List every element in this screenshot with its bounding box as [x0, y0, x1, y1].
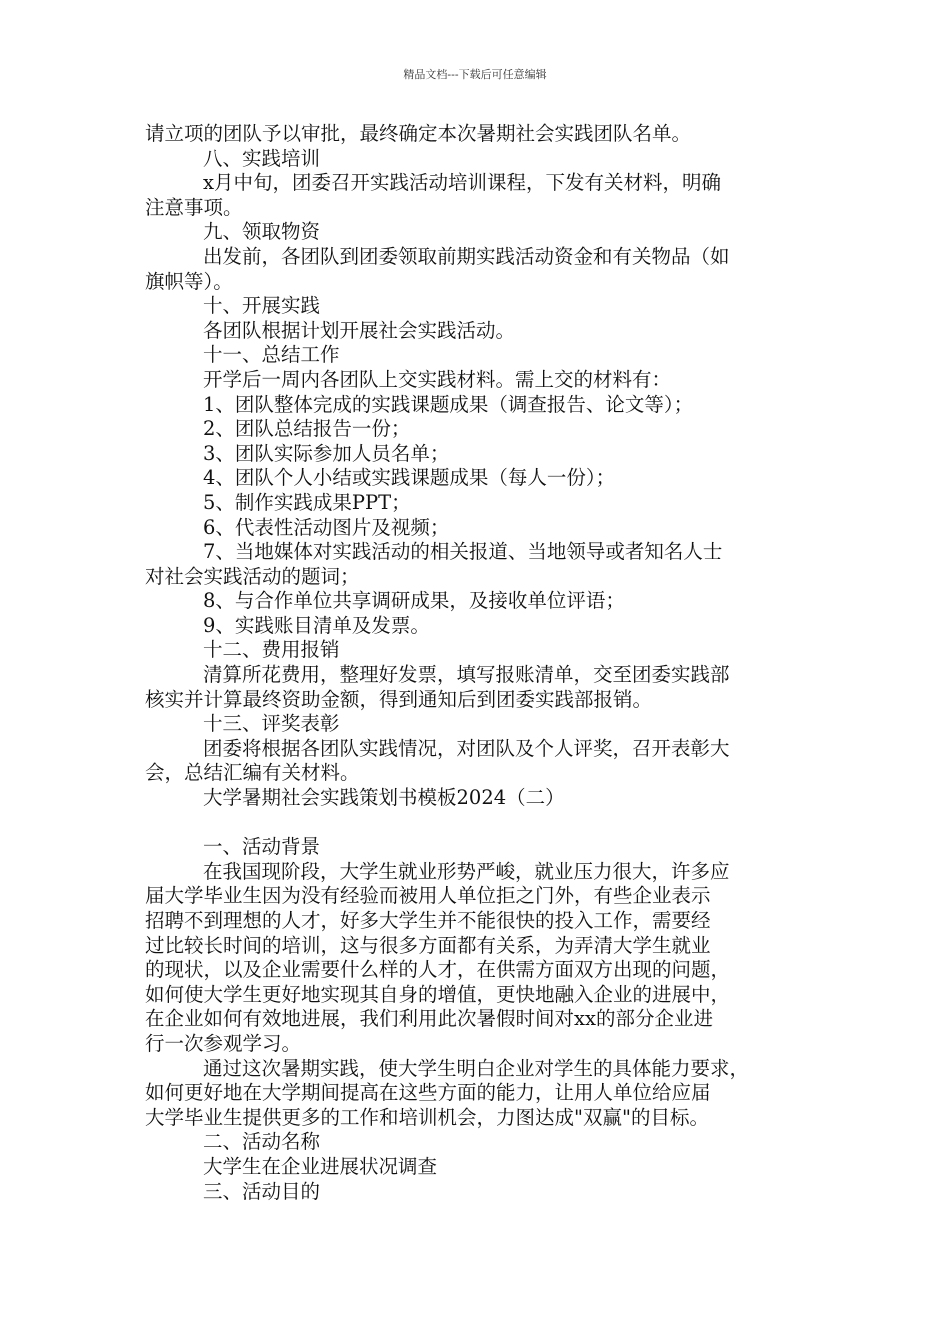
text-line: 十一、总结工作	[203, 343, 340, 367]
text-line: 出发前，各团队到团委领取前期实践活动资金和有关物品（如	[203, 244, 730, 268]
text-line: 2、团队总结报告一份；	[203, 417, 411, 441]
text-line: 过比较长时间的培训，这与很多方面都有关系，为弄清大学生就业	[145, 933, 711, 957]
text-line: 招聘不到理想的人才，好多大学生并不能很快的投入工作，需要经	[145, 909, 711, 932]
text-line: 八、实践培训	[203, 146, 321, 170]
text-line: 7、当地媒体对实践活动的相关报道、当地领导或者知名人士	[203, 540, 723, 564]
text-line: 9、实践账目清单及发票。	[203, 613, 430, 637]
text-line: 九、领取物资	[203, 220, 321, 244]
text-line: x月中旬，团委召开实践活动培训课程，下发有关材料，明确	[203, 171, 721, 195]
text-line: 十、开展实践	[203, 294, 321, 318]
blank-line	[145, 811, 815, 836]
text-line: 开学后一周内各团队上交实践材料。需上交的材料有：	[203, 367, 672, 391]
text-line: 1、团队整体完成的实践课题成果（调查报告、论文等）；	[203, 392, 694, 416]
text-line: 旗帜等）。	[145, 269, 233, 293]
text-line: 行一次参观学习。	[145, 1031, 302, 1055]
text-line: 一、活动背景	[203, 835, 321, 859]
text-line: 在企业如何有效地进展，我们利用此次暑假时间对xx的部分企业进	[145, 1007, 713, 1031]
text-line: 大学生在企业进展状况调查	[203, 1154, 438, 1178]
text-line: 3、团队实际参加人员名单；	[203, 441, 450, 465]
text-line: 如何使大学生更好地实现其自身的增值，更快地融入企业的进展中，	[145, 982, 731, 1006]
text-line: 十二、费用报销	[203, 638, 340, 662]
text-line: 二、活动名称	[203, 1130, 321, 1154]
text-line: 对社会实践活动的题词；	[145, 564, 360, 588]
text-line: 大学毕业生提供更多的工作和培训机会，力图达成"双赢"的目标。	[145, 1105, 709, 1129]
text-line: 通过这次暑期实践，使大学生明白企业对学生的具体能力要求，	[203, 1056, 750, 1080]
text-line: 各团队根据计划开展社会实践活动。	[203, 318, 516, 342]
text-line: 的现状，以及企业需要什么样的人才，在供需方面双方出现的问题，	[145, 958, 731, 982]
text-line: 请立项的团队予以审批，最终确定本次暑期社会实践团队名单。	[145, 122, 692, 145]
text-line: 届大学毕业生因为没有经验而被用人单位拒之门外，有些企业表示	[145, 884, 711, 908]
text-line: 三、活动目的	[203, 1179, 321, 1203]
text-line: 团委将根据各团队实践情况，对团队及个人评奖，召开表彰大	[203, 736, 730, 760]
text-line: 5、制作实践成果PPT；	[203, 490, 411, 514]
text-line: 大学暑期社会实践策划书模板2024（二）	[203, 786, 565, 810]
text-line: 8、与合作单位共享调研成果，及接收单位评语；	[203, 589, 625, 613]
text-line: 如何更好地在大学期间提高在这些方面的能力，让用人单位给应届	[145, 1081, 711, 1105]
text-line: 十三、评奖表彰	[203, 712, 340, 736]
text-line: 注意事项。	[145, 195, 243, 219]
text-line: 4、团队个人小结或实践课题成果（每人一份）；	[203, 466, 616, 490]
text-line: 6、代表性活动图片及视频；	[203, 515, 450, 539]
text-line: 在我国现阶段，大学生就业形势严峻，就业压力很大，许多应	[203, 859, 730, 883]
text-line: 核实并计算最终资助金额，得到通知后到团委实践部报销。	[145, 687, 653, 711]
text-line: 会，总结汇编有关材料。	[145, 761, 360, 785]
text-line: 清算所花费用，整理好发票，填写报账清单，交至团委实践部	[203, 663, 730, 687]
page-header: 精品文档---下载后可任意编辑	[403, 68, 547, 81]
document-body	[145, 122, 815, 1204]
